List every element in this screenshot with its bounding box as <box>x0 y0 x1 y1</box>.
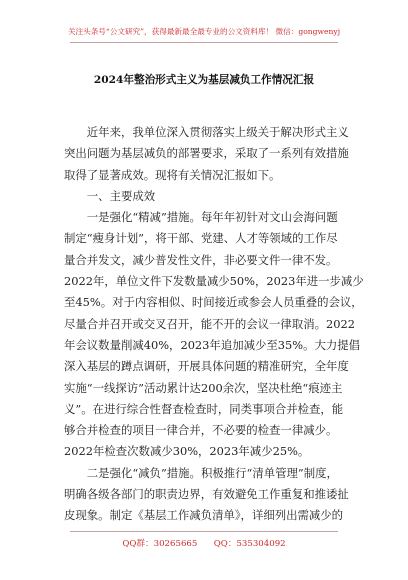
body-line: 实施“一线探访”活动累计达200余次，坚决杜绝“痕迹主 <box>64 380 343 395</box>
footer-qq: QQ群：30265665 QQ：535304092 <box>122 539 286 549</box>
header-notice: 关注头条号“公文研究”，获得最新最全最专业的公文资料库！ 微信：gongwenyj <box>67 27 341 36</box>
body-line: 至45%。对于内容相似、时间接近或参会人员重叠的会议， <box>64 295 363 310</box>
body-line: 二是强化“减负”措施。积极推行“清单管理”制度， <box>64 465 338 480</box>
body-line: 皮现象。制定《基层工作减负清单》，详细列出需减少的 <box>64 508 344 523</box>
body-line: 制定“瘦身计划”，将干部、党建、人才等领域的工作尽 <box>64 231 338 246</box>
header-rule <box>70 42 338 43</box>
body-line: 量合并发文，减少普发性文件，非必要文件一律不发。 <box>64 252 338 267</box>
body-line: 突出问题为基层减负的部署要求，采取了一系列有效措施 <box>64 146 349 161</box>
footer-rule <box>70 531 338 532</box>
body-line: 取得了显著成效。现将有关情况汇报如下。 <box>64 167 281 182</box>
document-title: 2024年整治形式主义为基层减负工作情况汇报 <box>93 74 315 86</box>
body-line: 深入基层的蹲点调研，开展具体问题的精准研究，全年度 <box>64 359 349 374</box>
body-line: 够合并检查的项目一律合并，不必要的检查一律减少。 <box>64 423 338 438</box>
body-line: 明确各级各部门的职责边界，有效避免工作重复和推诿扯 <box>64 487 349 502</box>
body-line: 一是强化“精减”措施。每年年初针对文山会海问题 <box>64 210 338 225</box>
body-line: 2022年检查次数减少30%，2023年减少25%。 <box>64 444 310 459</box>
document-body <box>64 122 364 527</box>
body-line: 近年来，我单位深入贯彻落实上级关于解决形式主义 <box>64 125 349 139</box>
body-line: 尽量合并召开或交叉召开，能不开的会议一律取消。2022 <box>64 316 355 331</box>
section-heading: 一、主要成效 <box>64 188 156 203</box>
body-line: 义”。在进行综合性督查检查时，同类事项合并检查，能 <box>64 401 344 416</box>
body-line: 年会议数量削减40%，2023年追加减少至35%。大力提倡 <box>64 337 361 352</box>
body-line: 2022年，单位文件下发数量减少50%，2023年进一步减少 <box>64 274 364 289</box>
